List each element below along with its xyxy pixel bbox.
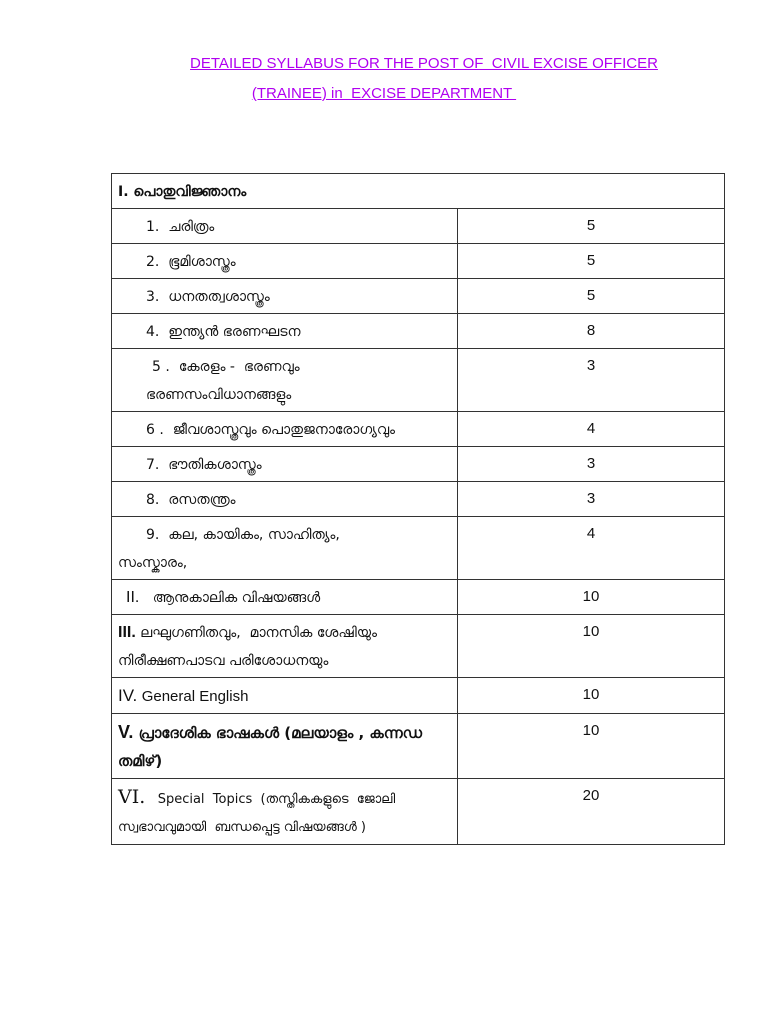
item-label: 6 . ജീവശാസ്ത്രവും പൊതുജനാരോഗ്യവും	[112, 412, 458, 447]
document-title-line-2: (TRAINEE) in EXCISE DEPARTMENT	[251, 85, 517, 102]
section-row	[112, 615, 725, 678]
table-row	[112, 412, 725, 447]
section-row	[112, 779, 725, 845]
section-marks: 20	[458, 779, 725, 845]
item-label-line2: സംസ്കാരം,	[118, 555, 188, 571]
item-label-line2: ഭരണസംവിധാനങ്ങളും	[146, 387, 292, 403]
section-text: General English	[141, 688, 249, 705]
table-row	[112, 482, 725, 517]
section-text-line1: ലഘുഗണിതവും, മാനസിക ശേഷിയും	[140, 625, 377, 641]
item-label: 7. ഭൗതികശാസ്ത്രം	[112, 447, 458, 482]
item-marks: 3	[458, 447, 725, 482]
section-row	[112, 714, 725, 779]
item-label	[112, 349, 458, 412]
item-marks: 3	[458, 349, 725, 412]
item-label-line1: 5 . കേരളം - ഭരണവും	[152, 359, 300, 375]
section-roman: III.	[118, 624, 136, 641]
table-row	[112, 209, 725, 244]
syllabus-table	[111, 173, 725, 845]
section-marks: 10	[458, 580, 725, 615]
item-label: 8. രസതന്ത്രം	[112, 482, 458, 517]
section-label	[112, 615, 458, 678]
section-roman: II.	[126, 589, 140, 606]
table-row	[112, 244, 725, 279]
section-text-line1: Special Topics (തസ്തികകളുടെ ജോലി	[157, 792, 396, 807]
item-label: 3. ധനതത്വശാസ്ത്രം	[112, 279, 458, 314]
table-row	[112, 279, 725, 314]
item-marks: 4	[458, 412, 725, 447]
item-marks: 5	[458, 244, 725, 279]
item-label-line1: 9. കല, കായികം, സാഹിത്യം,	[146, 527, 340, 543]
section-text-line2: നിരീക്ഷണപാടവ പരിശോധനയും	[118, 653, 329, 669]
table-row	[112, 447, 725, 482]
section-row	[112, 580, 725, 615]
section-text-line2: തമിഴ്)	[118, 752, 163, 770]
section-marks: 10	[458, 615, 725, 678]
section-marks: 10	[458, 714, 725, 779]
item-marks: 3	[458, 482, 725, 517]
section-i-title: I. പൊതുവിജ്ഞാനം	[112, 174, 725, 209]
section-row	[112, 678, 725, 714]
section-roman: VI.	[118, 786, 146, 808]
document-title-line-1: DETAILED SYLLABUS FOR THE POST OF CIVIL EXCISE OFFICER	[190, 55, 658, 72]
item-label: 1. ചരിത്രം	[112, 209, 458, 244]
item-marks: 5	[458, 279, 725, 314]
item-label: 2. ഭൂമിശാസ്ത്രം	[112, 244, 458, 279]
section-text-line1: പ്രാദേശിക ഭാഷകൾ (മലയാളം , കന്നഡ	[138, 724, 422, 742]
table-row	[112, 517, 725, 580]
item-marks: 8	[458, 314, 725, 349]
section-header-row	[112, 174, 725, 209]
section-roman: V.	[118, 722, 134, 742]
section-roman: IV.	[118, 686, 138, 705]
item-marks: 4	[458, 517, 725, 580]
item-marks: 5	[458, 209, 725, 244]
table-row	[112, 314, 725, 349]
section-marks: 10	[458, 678, 725, 714]
item-label	[112, 517, 458, 580]
section-label	[112, 779, 458, 845]
section-label	[112, 580, 458, 615]
section-label	[112, 678, 458, 714]
item-label: 4. ഇന്ത്യൻ ഭരണഘടന	[112, 314, 458, 349]
section-label	[112, 714, 458, 779]
section-text: ആനുകാലിക വിഷയങ്ങൾ	[152, 590, 321, 606]
section-text-line2: സ്വഭാവവുമായി ബന്ധപ്പെട്ട വിഷയങ്ങൾ )	[118, 820, 366, 835]
table-row	[112, 349, 725, 412]
